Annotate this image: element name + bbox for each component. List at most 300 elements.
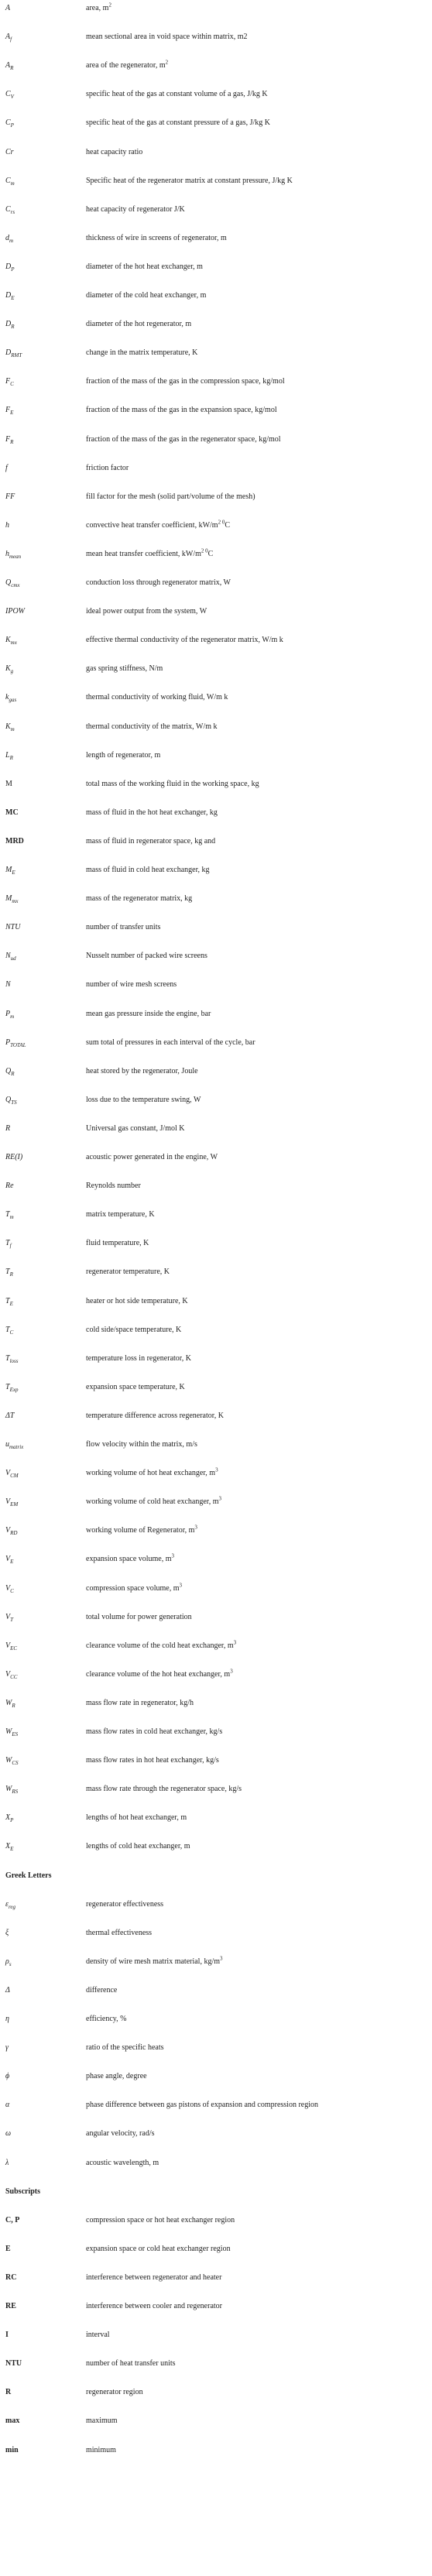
description (86, 463, 427, 474)
symbol-base: λ (5, 2158, 9, 2167)
description (86, 894, 427, 904)
symbol (5, 1267, 83, 1278)
symbol-base: D (5, 262, 12, 271)
description-text: temperature difference across regenerator, K (86, 1411, 224, 1420)
description-text: ratio of the specific heats (86, 2043, 164, 2053)
description-text: angular velocity, rad/s (86, 2129, 155, 2139)
description-text: area of the regenerator, m (86, 61, 166, 70)
symbol (5, 319, 83, 330)
symbol-subscript: s (9, 1960, 12, 1967)
description (86, 2158, 427, 2169)
description (86, 1325, 427, 1336)
description (86, 979, 427, 990)
description-text: fraction of the mass of the gas in the compression space, kg/mol (86, 377, 285, 386)
description (86, 1009, 427, 1020)
unit-superscript: 3 (220, 1955, 223, 1962)
description-text: heat capacity ratio (86, 147, 143, 156)
description-text: mass flow rate through the regenerator space, kg/s (86, 1785, 242, 1794)
symbol (5, 750, 83, 761)
symbol-base: Greek Letters (5, 1871, 52, 1880)
description-text: minimum (86, 2445, 116, 2454)
description-text: phase difference between gas pistons of expansion and compression region (86, 2101, 319, 2110)
symbol-base: F (5, 377, 11, 386)
description-text: mass of the regenerator matrix, kg (86, 894, 193, 904)
symbol (5, 1123, 83, 1134)
symbol (5, 32, 83, 43)
description (86, 1238, 427, 1249)
symbol-subscript: CC (10, 1673, 18, 1680)
description-text: maximum (86, 2417, 118, 2426)
symbol-base: ϕ (5, 2072, 10, 2081)
symbol-base: E (5, 2244, 11, 2253)
description (86, 1468, 427, 1479)
symbol (5, 1038, 83, 1048)
unit-superscript: 3 (179, 1582, 183, 1589)
symbol-base: T (5, 1353, 10, 1363)
symbol (5, 1209, 83, 1220)
symbol (5, 1899, 83, 1910)
symbol (5, 635, 83, 646)
symbol (5, 2330, 83, 2341)
symbol-subscript: R (11, 1070, 15, 1077)
description-text: mean gas pressure inside the engine, bar (86, 1009, 211, 1018)
description-text: mass of fluid in regenerator space, kg and (86, 836, 216, 846)
description-text: change in the matrix temperature, K (86, 348, 198, 358)
description-text: number of heat transfer units (86, 2359, 176, 2368)
symbol (5, 147, 83, 158)
description (86, 1095, 427, 1106)
symbol-subscript: C (10, 381, 14, 388)
symbol (5, 176, 83, 187)
symbol (5, 664, 83, 674)
description (86, 2128, 427, 2139)
description (86, 405, 427, 416)
description-text: interference between regenerator and heater (86, 2272, 222, 2282)
symbol (5, 1928, 83, 1939)
symbol (5, 549, 83, 560)
description-text: difference (86, 1985, 118, 1995)
symbol-base: f (5, 463, 8, 472)
symbol-base: Cr (5, 147, 14, 156)
symbol-subscript: loss (9, 1357, 19, 1364)
description (86, 1612, 427, 1623)
symbol (5, 463, 83, 474)
symbol-subscript: TOTAL (10, 1041, 26, 1048)
symbol-subscript: EC (10, 1645, 18, 1652)
description (86, 836, 427, 847)
symbol (5, 60, 83, 71)
description (86, 1899, 427, 1910)
description-text: effective thermal conductivity of the regenerator matrix, W/m k (86, 636, 283, 645)
description-text: compression space volume, m (86, 1583, 180, 1593)
symbol-base: IPOW (5, 607, 25, 616)
symbol-base: C, P (5, 2215, 20, 2224)
description-text: acoustic wavelength, m (86, 2158, 159, 2167)
symbol-subscript: g (10, 668, 14, 675)
unit-superscript: 3 (171, 1553, 175, 1560)
symbol (5, 979, 83, 990)
symbol-subscript: R (11, 324, 15, 331)
symbol-subscript: RD (10, 1530, 18, 1537)
description-text: sum total of pressures in each interval of the cycle, bar (86, 1038, 255, 1047)
symbol (5, 2014, 83, 2025)
description-text: specific heat of the gas at constant volume of a gas, J/kg K (86, 90, 268, 99)
description-text: number of wire mesh screens (86, 980, 177, 990)
symbol-base: V (5, 1469, 11, 1478)
description-text: regenerator effectiveness (86, 1899, 164, 1909)
symbol-subscript: E (10, 1846, 14, 1853)
symbol (5, 1641, 83, 1652)
description (86, 2100, 427, 2111)
symbol (5, 405, 83, 416)
description-text: diameter of the cold heat exchanger, m (86, 291, 207, 300)
description (86, 60, 427, 71)
description (86, 118, 427, 129)
symbol-subscript: mx (12, 898, 19, 905)
description (86, 319, 427, 330)
symbol (5, 1583, 83, 1594)
description-text: total mass of the working fluid in the working space, kg (86, 779, 259, 788)
description (86, 1669, 427, 1680)
description (86, 204, 427, 215)
symbol-base: V (5, 1497, 11, 1507)
symbol-base: C (5, 204, 11, 214)
unit-superscript: 2 0 (218, 519, 225, 526)
symbol-subscript: cmx (11, 582, 20, 588)
symbol (5, 1554, 83, 1565)
symbol-subscript: m (9, 237, 14, 244)
description-text: heat stored by the regenerator, Joule (86, 1066, 198, 1075)
symbol-subscript: m (10, 1013, 15, 1020)
symbol-base: N (5, 980, 11, 990)
description-text: mean heat transfer coefficient, kW/m (86, 549, 201, 558)
symbol (5, 722, 83, 732)
symbol (5, 1152, 83, 1163)
symbol (5, 434, 83, 445)
description (86, 692, 427, 703)
symbol (5, 348, 83, 358)
symbol-subscript: R (12, 1702, 15, 1709)
symbol (5, 1325, 83, 1336)
description-unit-tail: C (225, 520, 230, 530)
symbol-subscript: E (10, 410, 14, 417)
symbol-base: F (5, 434, 11, 444)
description (86, 348, 427, 358)
symbol (5, 808, 83, 818)
symbol-subscript: Exp (9, 1386, 19, 1393)
symbol-subscript: CS (12, 1760, 19, 1767)
symbol (5, 1009, 83, 1020)
symbol (5, 290, 83, 301)
description-text: expansion space volume, m (86, 1555, 172, 1564)
symbol (5, 606, 83, 617)
unit-superscript: 2 0 (201, 547, 208, 554)
symbol-base: max (5, 2417, 20, 2426)
symbol (5, 1813, 83, 1823)
symbol (5, 89, 83, 100)
symbol-base: W (5, 1756, 12, 1765)
symbol-base: A (5, 61, 11, 70)
description (86, 32, 427, 43)
description-text: temperature loss in regenerator, K (86, 1353, 191, 1363)
symbol-base: h (5, 520, 9, 530)
symbol-subscript: mean (9, 553, 22, 560)
symbol-base: P (5, 1038, 11, 1047)
description (86, 1123, 427, 1134)
symbol-base: M (5, 866, 12, 874)
symbol-subscript: EM (10, 1501, 19, 1508)
symbol-subscript: mx (10, 640, 17, 647)
symbol-base: Δ (5, 1985, 10, 1995)
symbol (5, 2387, 83, 2398)
symbol (5, 520, 83, 531)
description (86, 3, 427, 14)
symbol-base: V (5, 1583, 11, 1593)
symbol (5, 2244, 83, 2255)
description (86, 750, 427, 761)
description-text: mass of fluid in cold heat exchanger, kg (86, 866, 210, 874)
symbol-base: T (5, 1296, 10, 1305)
symbol-base: R (5, 1123, 11, 1133)
description (86, 1382, 427, 1393)
symbol-base: N (5, 952, 11, 961)
unit-superscript: 3 (230, 1668, 233, 1675)
symbol-base: T (5, 1267, 10, 1277)
description (86, 1038, 427, 1048)
description-text: mass flow rates in hot heat exchanger, kg/s (86, 1756, 219, 1765)
symbol-subscript: m (10, 725, 15, 732)
symbol-subscript: f (10, 36, 12, 43)
symbol-base: A (5, 4, 11, 12)
symbol (5, 1382, 83, 1393)
symbol-base: h (5, 549, 9, 558)
description (86, 1727, 427, 1737)
description-text: phase angle, degree (86, 2072, 147, 2081)
description (86, 492, 427, 503)
symbol-subscript: P (11, 266, 15, 273)
symbol-base: A (5, 33, 11, 42)
symbol-subscript: P (10, 122, 14, 129)
description (86, 1296, 427, 1307)
symbol-base: K (5, 664, 11, 674)
symbol-subscript: m (9, 1214, 14, 1221)
description (86, 1928, 427, 1939)
symbol-base: RE(I) (5, 1153, 23, 1161)
symbol-subscript: matrix (9, 1444, 24, 1450)
description (86, 2272, 427, 2283)
description-text: gas spring stiffness, N/m (86, 664, 163, 674)
description (86, 1641, 427, 1652)
symbol-base: R (5, 2388, 12, 2397)
symbol (5, 2215, 83, 2226)
description-text: working volume of hot heat exchanger, m (86, 1469, 216, 1478)
description (86, 1411, 427, 1422)
description-text: expansion space temperature, K (86, 1382, 185, 1391)
description (86, 635, 427, 646)
symbol-base: W (5, 1785, 12, 1794)
symbol-base: V (5, 1526, 11, 1535)
symbol-base: V (5, 1641, 11, 1650)
description (86, 147, 427, 158)
symbol (5, 578, 83, 588)
description (86, 1985, 427, 1996)
symbol (5, 894, 83, 904)
symbol-base: I (5, 2331, 9, 2340)
description-text: thickness of wire in screens of regenerator, m (86, 233, 227, 242)
description-text: convective heat transfer coefficient, kW/m (86, 520, 218, 530)
description (86, 520, 427, 531)
symbol-subscript: E (9, 1300, 13, 1307)
description (86, 1813, 427, 1823)
description-text: fluid temperature, K (86, 1239, 149, 1248)
description-text: expansion space or cold heat exchanger region (86, 2244, 231, 2253)
description (86, 1497, 427, 1508)
symbol-subscript: E (11, 295, 15, 301)
description (86, 1439, 427, 1450)
description (86, 2416, 427, 2427)
description-text: lengths of hot heat exchanger, m (86, 1813, 187, 1823)
description-text: mean sectional area in void space within matrix, m2 (86, 33, 248, 42)
description-text: length of regenerator, m (86, 750, 161, 760)
symbol (5, 2071, 83, 2082)
description-text: clearance volume of the cold heat exchanger, m (86, 1641, 234, 1650)
symbol-base: C (5, 90, 11, 99)
symbol-base: RE (5, 2302, 16, 2310)
description (86, 606, 427, 617)
description (86, 1353, 427, 1364)
description-text: fraction of the mass of the gas in the regenerator space, kg/mol (86, 434, 281, 444)
symbol (5, 2128, 83, 2139)
description (86, 1841, 427, 1852)
symbol-subscript: ES (12, 1731, 19, 1737)
symbol (5, 1238, 83, 1249)
description-text: regenerator region (86, 2388, 143, 2397)
symbol-base: M (5, 779, 12, 788)
symbol-base: Q (5, 1066, 12, 1075)
description-text: specific heat of the gas at constant pressure of a gas, J/kg K (86, 118, 270, 128)
symbol-subscript: R (10, 65, 14, 72)
symbol-base: M (5, 894, 12, 904)
unit-superscript: 2 (108, 2, 111, 9)
description-text: Specific heat of the regenerator matrix at constant pressure, J/kg K (86, 176, 293, 185)
heading-text (5, 2187, 83, 2197)
description (86, 434, 427, 445)
description (86, 2043, 427, 2053)
symbol-subscript: gas (9, 697, 17, 704)
symbol-base: V (5, 1612, 11, 1621)
unit-superscript: 3 (215, 1466, 218, 1473)
description (86, 2014, 427, 2025)
description (86, 722, 427, 732)
symbol (5, 2272, 83, 2283)
description-text: Nusselt number of packed wire screens (86, 952, 207, 961)
symbol-base: ω (5, 2129, 12, 2139)
symbol-subscript: V (10, 94, 14, 101)
symbol (5, 1669, 83, 1680)
symbol-base: Q (5, 578, 12, 587)
symbol-base: ε (5, 1899, 9, 1909)
symbol-subscript: P (10, 1817, 14, 1824)
description-text: diameter of the hot heat exchanger, m (86, 262, 203, 271)
symbol (5, 118, 83, 129)
description (86, 2301, 427, 2312)
symbol-base: F (5, 406, 11, 415)
description-text: working volume of cold heat exchanger, m (86, 1497, 219, 1507)
symbol-subscript: E (10, 1559, 14, 1566)
description-text: diameter of the hot regenerator, m (86, 320, 192, 329)
symbol-subscript: R (9, 1271, 13, 1278)
symbol-base: X (5, 1813, 11, 1823)
description-text: clearance volume of the hot heat exchanger, m (86, 1669, 231, 1679)
unit-superscript: 2 (165, 59, 169, 66)
description (86, 1554, 427, 1565)
description (86, 176, 427, 187)
symbol-base: D (5, 348, 12, 358)
symbol-base: d (5, 233, 9, 242)
symbol (5, 1727, 83, 1737)
description-text: flow velocity within the matrix, m/s (86, 1440, 197, 1449)
symbol-subscript: rs (10, 208, 15, 215)
symbol-base: V (5, 1555, 11, 1564)
description-text: mass of fluid in the hot heat exchanger, kg (86, 808, 218, 817)
symbol (5, 2301, 83, 2312)
description-text: total volume for power generation (86, 1612, 192, 1621)
description-text: mass flow rate in regenerator, kg/h (86, 1698, 194, 1707)
unit-superscript: 3 (233, 1639, 237, 1646)
symbol (5, 233, 83, 244)
symbol (5, 779, 83, 790)
symbol (5, 1497, 83, 1508)
description (86, 2358, 427, 2369)
symbol (5, 376, 83, 387)
description (86, 664, 427, 674)
symbol (5, 836, 83, 847)
symbol (5, 951, 83, 962)
description (86, 233, 427, 244)
symbol (5, 1439, 83, 1450)
symbol-base: T (5, 1382, 10, 1391)
symbol (5, 1985, 83, 1996)
symbol-base: L (5, 750, 10, 760)
symbol-base: min (5, 2445, 19, 2454)
symbol-subscript: TS (11, 1099, 17, 1106)
description-text: density of wire mesh matrix material, kg/m (86, 1957, 221, 1966)
symbol-subscript: C (9, 1329, 14, 1336)
description-text: interval (86, 2331, 110, 2340)
symbol-subscript: C (10, 1587, 14, 1594)
description-text: cold side/space temperature, K (86, 1325, 182, 1334)
symbol (5, 1755, 83, 1766)
description-text: acoustic power generated in the engine, W (86, 1153, 218, 1161)
symbol (5, 865, 83, 876)
symbol-base: u (5, 1440, 9, 1449)
symbol (5, 2158, 83, 2169)
symbol (5, 2043, 83, 2053)
description (86, 1209, 427, 1220)
symbol (5, 1525, 83, 1536)
description-text: fraction of the mass of the gas in the expansion space, kg/mol (86, 406, 277, 415)
description (86, 2215, 427, 2226)
symbol (5, 1296, 83, 1307)
symbol (5, 1841, 83, 1852)
symbol-base: η (5, 2015, 9, 2023)
description (86, 1267, 427, 1278)
description (86, 1152, 427, 1163)
symbol (5, 1181, 83, 1192)
description (86, 1583, 427, 1594)
description-text: area, m (86, 4, 109, 12)
symbol (5, 1468, 83, 1479)
